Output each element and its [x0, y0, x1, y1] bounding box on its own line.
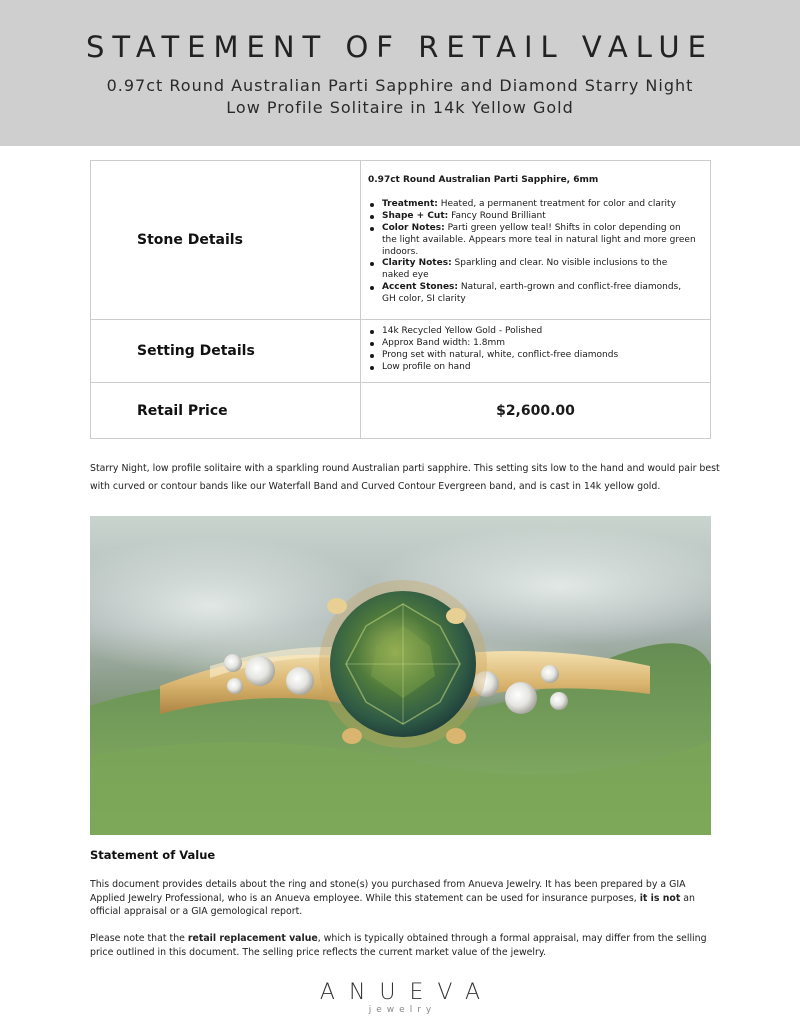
stone-title: 0.97ct Round Australian Parti Sapphire, 6mm — [368, 174, 599, 185]
retail-price-row — [91, 383, 711, 439]
page-title: STATEMENT OF RETAIL VALUE — [86, 30, 714, 64]
details-table — [90, 160, 711, 439]
setting-details-row — [91, 320, 711, 383]
stone-details-info — [361, 161, 711, 320]
list-item: Low profile on hand — [368, 362, 696, 374]
list-item: Color Notes: Parti green yellow teal! Shifts in color depending on the light available. Appears more teal in natural light and more green indoors. — [368, 223, 696, 258]
logo-wordmark: ANUEVA — [319, 980, 495, 1005]
ring-photo — [90, 516, 711, 835]
setting-details-label: Setting Details — [91, 320, 361, 383]
subtitle-line-1: 0.97ct Round Australian Parti Sapphire and Diamond Starry Night — [106, 76, 694, 95]
list-item: Treatment: Heated, a permanent treatment for color and clarity — [368, 199, 696, 211]
logo-subtext: jewelry — [368, 1005, 437, 1015]
statement-paragraph-2: Please note that the retail replacement value, which is typically obtained through a formal appraisal, may differ from the selling price outlined in this document. The selling price reflects the current market value of the jewelry. — [90, 933, 707, 958]
statement-title: Statement of Value — [90, 848, 216, 862]
list-item: Clarity Notes: Sparkling and clear. No visible inclusions to the naked eye — [368, 258, 696, 282]
stone-details-label: Stone Details — [91, 161, 361, 320]
header-banner — [0, 0, 800, 146]
setting-details-info — [361, 320, 711, 383]
list-item: Approx Band width: 1.8mm — [368, 338, 696, 350]
stone-details-row — [91, 161, 711, 320]
retail-price-value: $2,600.00 — [361, 383, 711, 439]
list-item: Prong set with natural, white, conflict-free diamonds — [368, 350, 696, 362]
list-item: 14k Recycled Yellow Gold - Polished — [368, 326, 696, 338]
stone-details-list — [368, 199, 696, 305]
product-description: Starry Night, low profile solitaire with a sparkling round Australian parti sapphire. This setting sits low to the hand and would pair best with curved or contour bands like our Waterfall Band and Curved Contour Evergreen band, and is cast in 14k yellow gold. — [90, 463, 720, 492]
statement-paragraph-1: This document provides details about the ring and stone(s) you purchased from Anueva Jewelry. It has been prepared by a GIA Applied Jewelry Professional, who is an Anueva employee. While this statement can be used for insurance purposes, it is not an official appraisal or a GIA gemological report. — [90, 879, 695, 917]
retail-price-label: Retail Price — [91, 383, 361, 439]
page-subtitle — [60, 75, 740, 119]
list-item: Shape + Cut: Fancy Round Brilliant — [368, 211, 696, 223]
anueva-logo — [0, 980, 800, 1015]
subtitle-line-2: Low Profile Solitaire in 14k Yellow Gold — [226, 98, 574, 117]
list-item: Accent Stones: Natural, earth-grown and conflict-free diamonds, GH color, SI clarity — [368, 282, 696, 306]
setting-details-list — [368, 326, 696, 373]
